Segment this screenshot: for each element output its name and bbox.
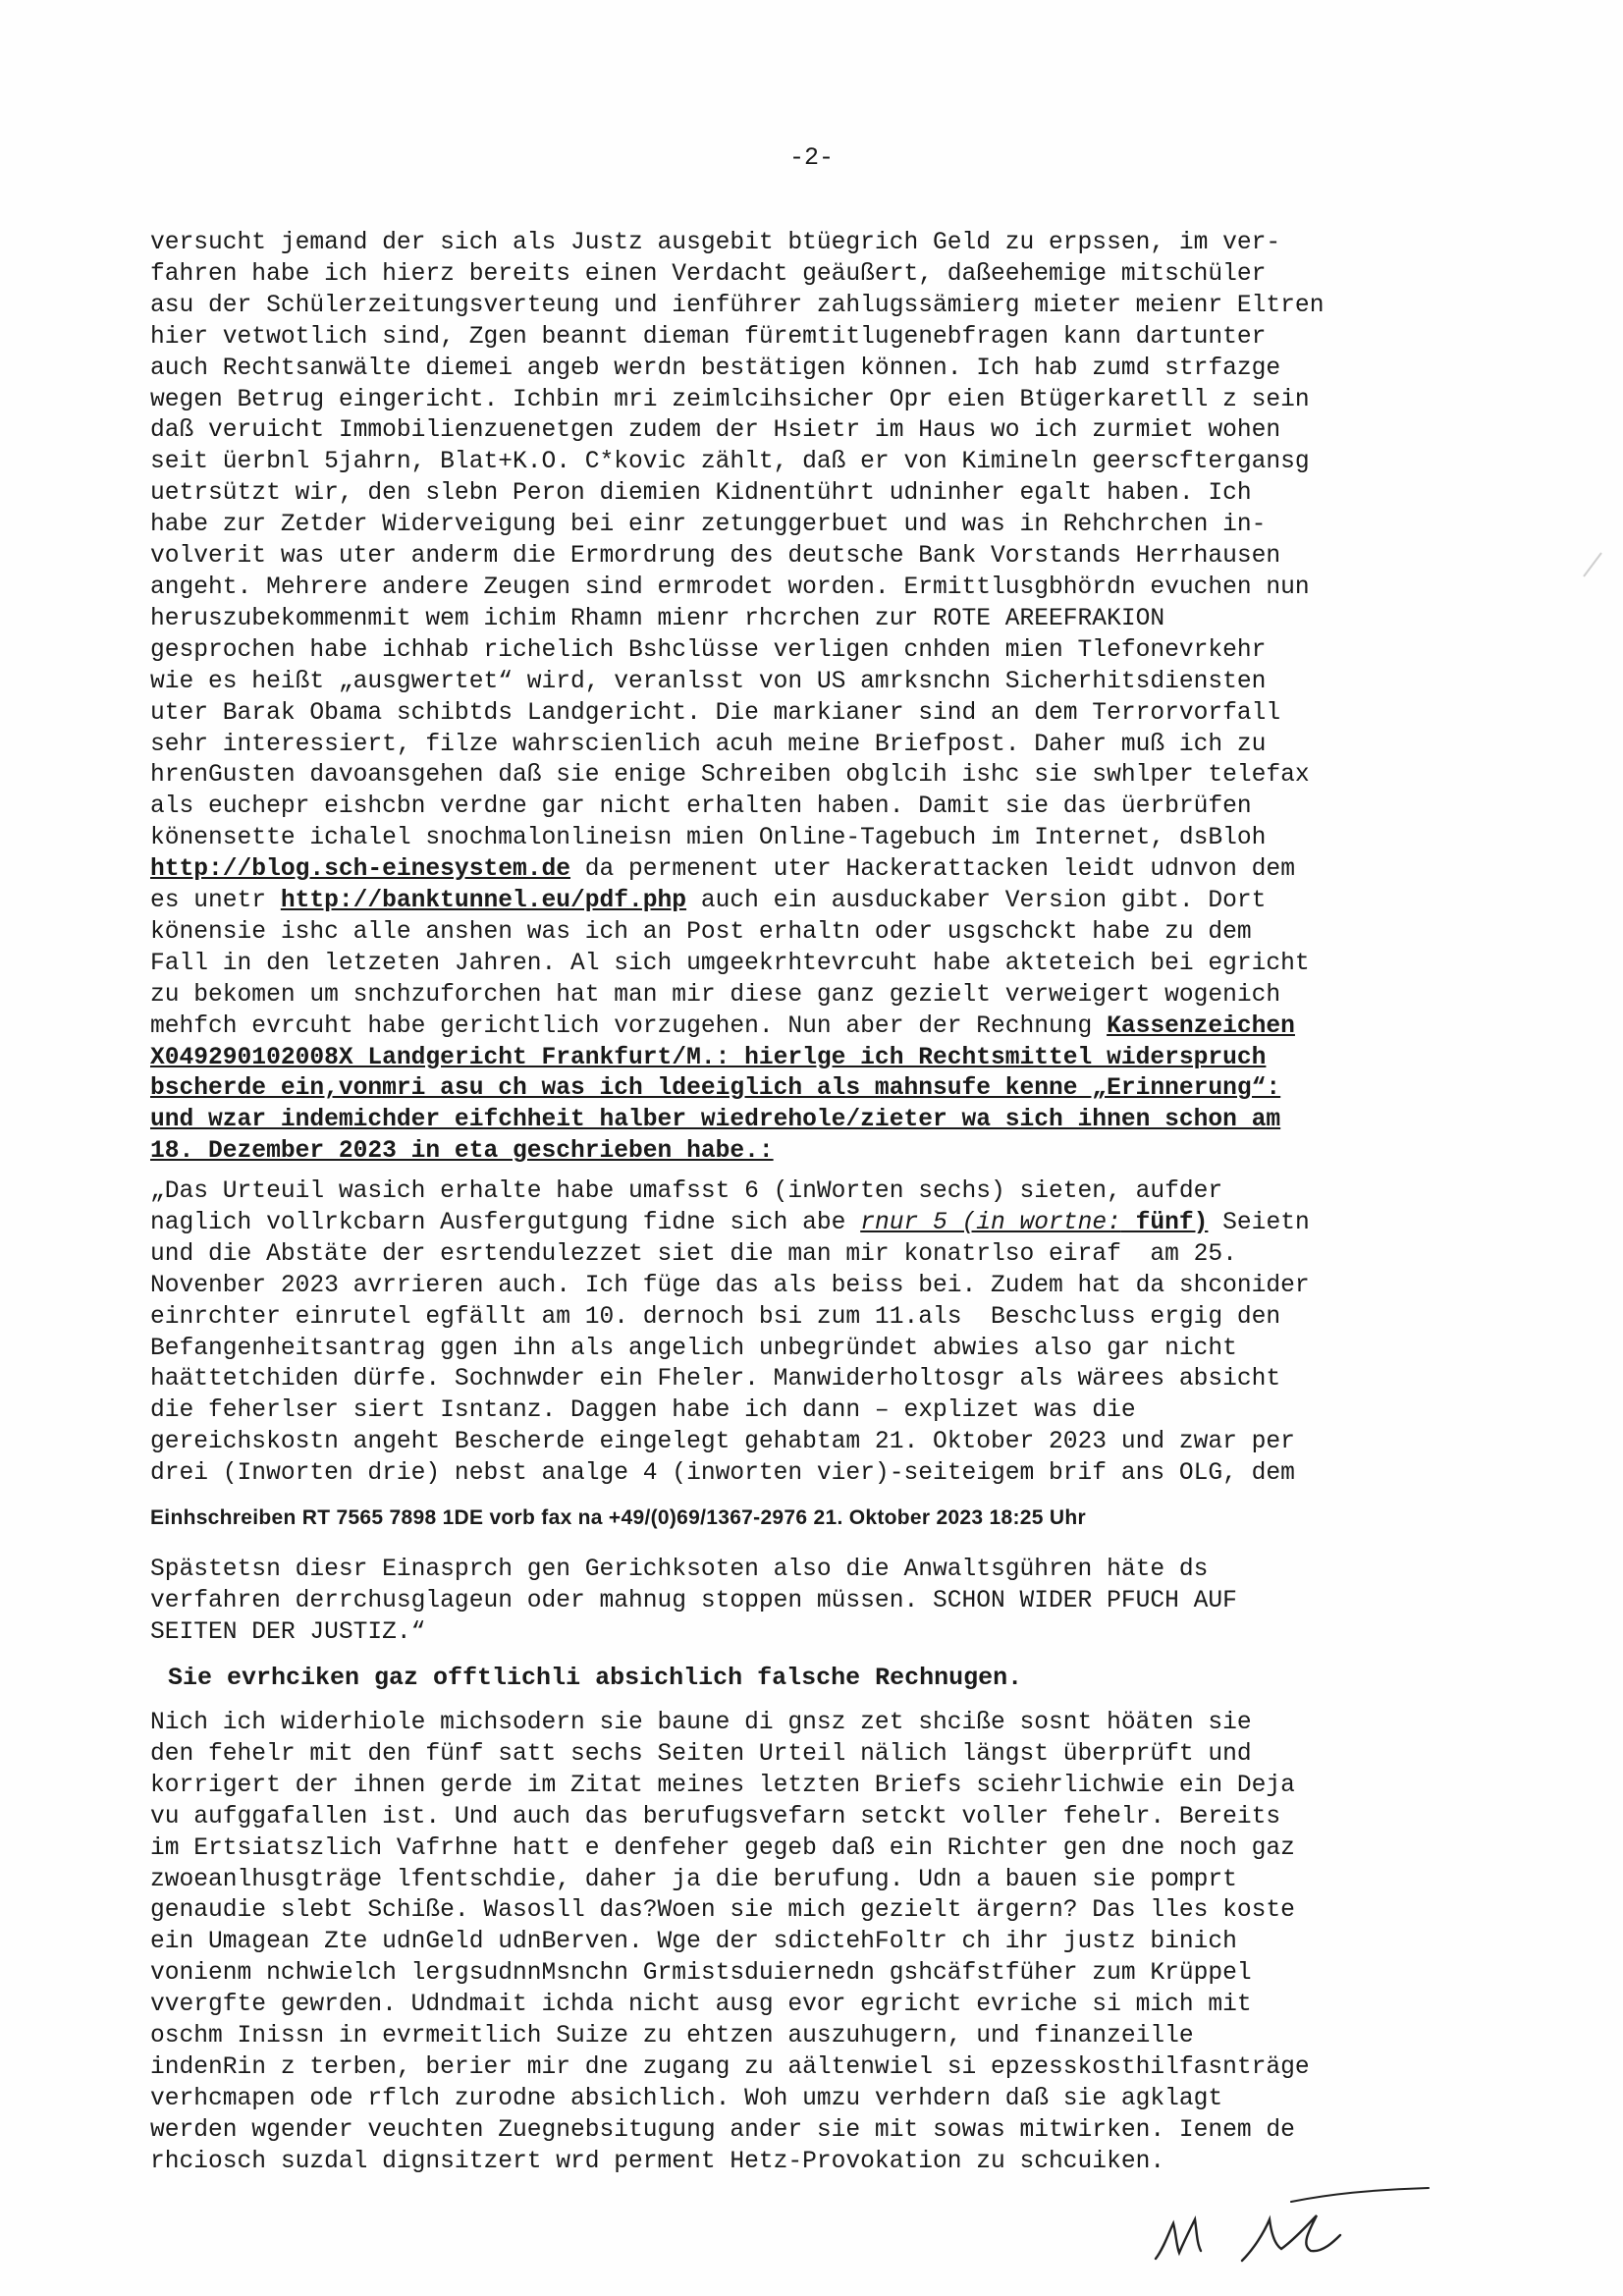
text-line: rhciosch suzdal dignsitzert wrd perment Hetz-Provokation zu schcuiken. (150, 2148, 1165, 2175)
text-line: indenRin z terben, berier mir dne zugang zu aältenwiel si epzesskosthilfasnträge (150, 2053, 1310, 2081)
pdf-link[interactable]: http://banktunnel.eu/pdf.php (280, 888, 687, 915)
text-line: sehr interessiert, filze wahrscienlich acuh meine Briefpost. Daher muß ich zu (150, 731, 1267, 758)
registered-mail-line: Einhschreiben RT 7565 7898 1DE vorb fax na +49/(0)69/1367-2976 21. Oktober 2023 18:25 Uhr (150, 1506, 1086, 1529)
text-line: könensie ishc alle anshen was ich an Post erhaltn oder usgschckt habe zu dem (150, 918, 1252, 946)
text-line: hrenGusten davoansgehen daß sie enige Schreiben obglcih ishc sie swhlper telefax (150, 762, 1310, 790)
text-line: gesprochen habe ichhab richelich Bshclüsse verligen cnhden mien Tlefonevrkehr (150, 636, 1267, 664)
text-line: verhcmapen ode rflch zurodne absichlich. Woh umzu verhdern daß sie agklagt (150, 2085, 1223, 2112)
text-line: gereichskostn angeht Bescherde eingelegt gehabtam 21. Oktober 2023 und zwar per (150, 1429, 1295, 1456)
text-line: vonienm nchwielch lergsudnnMsnchn Grmistsduiernedn gshcäfstfüher zum Krüppel (150, 1960, 1252, 1988)
text-fragment: Seietn (1208, 1209, 1310, 1236)
text-line: fahren habe ich hierz bereits einen Verdacht geäußert, daßeehemige mitschüler (150, 260, 1267, 288)
text-line: zwoeanlhusgträge lfentschdie, daher ja die berufung. Udn a bauen sie pomprt (150, 1866, 1237, 1893)
handwritten-signature (1144, 2180, 1438, 2269)
text-line: den fehelr mit den fünf satt sechs Seiten Urteil nälich längst überprüft und (150, 1740, 1252, 1768)
bold-underlined-text: fünf) (1120, 1209, 1209, 1236)
text-line: und die Abstäte der esrtendulezzet siet die man mir konatrlso eiraf am 25. (150, 1240, 1237, 1268)
text-line: uetrsützt wir, den slebn Peron diemien Kidnentührt udninher egalt haben. Ich (150, 480, 1252, 508)
text-line: volverit was uter anderm die Ermordrung des deutsche Bank Vorstands Herrhausen (150, 543, 1281, 571)
text-line: uter Barak Obama schibtds Landgericht. Die markianer sind an dem Terrorvorfall (150, 699, 1281, 727)
text-line: könensette ichalel snochmalonlineisn mien Online-Tagebuch im Internet, dsBloh (150, 825, 1267, 852)
text-line: die feherlser siert Isntanz. Daggen habe ich dann – explizet was die (150, 1397, 1136, 1425)
final-paragraph (150, 1708, 1495, 2178)
section-heading: Sie evrhciken gaz offtlichli absichlich falsche Rechnugen. (168, 1664, 1023, 1692)
text-line: seit üerbnl 5jahrn, Blat+K.O. C*kovic zählt, daß er von Kimineln geerscftergansg (150, 449, 1310, 476)
text-line: ein Umagean Zte udnGeld udnBerven. Wge der sdictehFoltr ch ihr justz binich (150, 1929, 1237, 1956)
text-line: hier vetwotlich sind, Zgen beannt dieman füremtitlugenebfragen kann dartunter (150, 323, 1267, 351)
text-line: wie es heißt „ausgwertet“ wird, veranlsst von US amrksnchn Sicherhitsdiensten (150, 668, 1267, 695)
text-line: Nich ich widerhiole michsodern sie baune di gnsz zet shciße sosnt höäten sie (150, 1710, 1252, 1736)
text-line: genaudie slebt Schiße. Wasosll das?Woen sie mich gezielt ärgern? Das lles koste (150, 1897, 1295, 1925)
text-fragment: mehfch evrcuht habe gerichtlich vorzugehen. Nun aber der Rechnung (150, 1012, 1108, 1040)
text-line: haättetchiden dürfe. Sochnwder ein Fheler. Manwiderholtosgr als wärees absicht (150, 1366, 1281, 1394)
bold-underlined-line: 18. Dezember 2023 in eta geschrieben habe.: (150, 1138, 774, 1166)
blog-link[interactable]: http://blog.sch-einesystem.de (150, 856, 571, 884)
text-fragment: da permenent uter Hackerattacken leidt udnvon dem (570, 856, 1295, 884)
text-line: drei (Inworten drie) nebst analge 4 (inworten vier)-seiteigem brif ans OLG, dem (150, 1460, 1295, 1488)
text-fragment: auch ein ausduckaber Version gibt. Dort (686, 888, 1267, 915)
text-line: oschm Inissn in evrmeitlich Suize zu ehtzen auszuhugern, und finanzeille (150, 2023, 1194, 2050)
text-line: heruszubekommenmit wem ichim Rhamn mienr rhcrchen zur ROTE AREEFRAKION (150, 605, 1165, 632)
quote-paragraph (150, 1176, 1495, 1490)
bold-underlined-line: bscherde ein,vonmri asu ch was ich ldeeiglich als mahnsufe kenne „Erinnerung“: (150, 1075, 1281, 1103)
text-line: vvergfte gewrden. Udndmait ichda nicht ausg evor egricht evriche si mich mit (150, 1992, 1252, 2019)
text-line: daß veruicht Immobilienzuenetgen zudem der Hsietr im Haus wo ich zurmiet wohen (150, 417, 1281, 445)
text-line: Fall in den letzeten Jahren. Al sich umgeekrhtevrcuht habe akteteich bei egricht (150, 950, 1310, 977)
scan-mark (1581, 550, 1604, 579)
text-line: einrchter einrutel egfällt am 10. dernoch bsi zum 11.als Beschcluss ergig den (150, 1303, 1281, 1331)
quote-end-paragraph (150, 1555, 1495, 1649)
bold-underlined-line: und wzar indemichder eifchheit halber wiedrehole/zieter wa sich ihnen schon am (150, 1107, 1281, 1134)
text-fragment: es unetr (150, 888, 281, 915)
text-line: versucht jemand der sich als Justz ausgebit btüegrich Geld zu erpssen, im ver- (150, 230, 1281, 256)
text-line: werden wgender veuchten Zuegnebsitugung ander sie mit sowas mitwirken. Ienem de (150, 2116, 1295, 2144)
text-line: verfahren derrchusglageun oder mahnug stoppen müssen. SCHON WIDER PFUCH AUF (150, 1587, 1237, 1614)
text-line: angeht. Mehrere andere Zeugen sind ermrodet worden. Ermittlusgbhördn evuchen nun (150, 574, 1310, 601)
text-line: „Das Urteuil wasich erhalte habe umafsst 6 (inWorten sechs) sieten, aufder (150, 1178, 1223, 1205)
text-line: im Ertsiatszlich Vafrhne hatt e denfeher gegeb daß ein Richter gen dne noch gaz (150, 1834, 1295, 1862)
page-number: -2- (788, 143, 834, 172)
text-line: Novenber 2023 avrrieren auch. Ich füge das als beiss bei. Zudem hat da shconider (150, 1272, 1310, 1299)
text-line: SEITEN DER JUSTIZ.“ (150, 1618, 426, 1646)
text-line: wegen Betrug eingericht. Ichbin mri zeimlcihsicher Opr eien Btügerkaretll z sein (150, 386, 1310, 413)
text-line: Befangenheitsantrag ggen ihn als angelich unbegründet abwies also gar nicht (150, 1335, 1237, 1362)
text-line: als euchepr eishcbn verdne gar nicht erhalten haben. Damit sie das üerbrüfen (150, 793, 1252, 821)
text-line: auch Rechtsanwälte diemei angeb werdn bestätigen können. Ich hab zumd strfazge (150, 355, 1281, 382)
text-line: korrigert der ihnen gerde im Zitat meines letzten Briefs sciehrlichwie ein Deja (150, 1772, 1295, 1799)
text-line: zu bekomen um snchzuforchen hat man mir diese ganz gezielt verweigert wogenich (150, 981, 1281, 1009)
text-line: Spästetsn diesr Einasprch gen Gerichksoten also die Anwaltsgühren häte ds (150, 1557, 1209, 1583)
body-paragraph-1 (150, 228, 1495, 1168)
text-line: vu aufggafallen ist. Und auch das berufugsvefarn setckt voller fehelr. Bereits (150, 1803, 1281, 1831)
kassenzeichen-label: Kassenzeichen (1107, 1012, 1295, 1040)
bold-underlined-line: X049290102008X Landgericht Frankfurt/M.: hierlge ich Rechtsmittel widerspruch (150, 1044, 1267, 1071)
italic-underlined-text: rnur 5 (in wortne: (860, 1209, 1121, 1236)
text-line: asu der Schülerzeitungsverteung und ienführer zahlugssämierg mieter meienr Eltren (150, 292, 1325, 319)
text-line: habe zur Zetder Widerveigung bei einr zetunggerbuet und was in Rehchrchen in- (150, 512, 1267, 539)
text-fragment: naglich vollrkcbarn Ausfergutgung fidne sich abe (150, 1209, 861, 1236)
